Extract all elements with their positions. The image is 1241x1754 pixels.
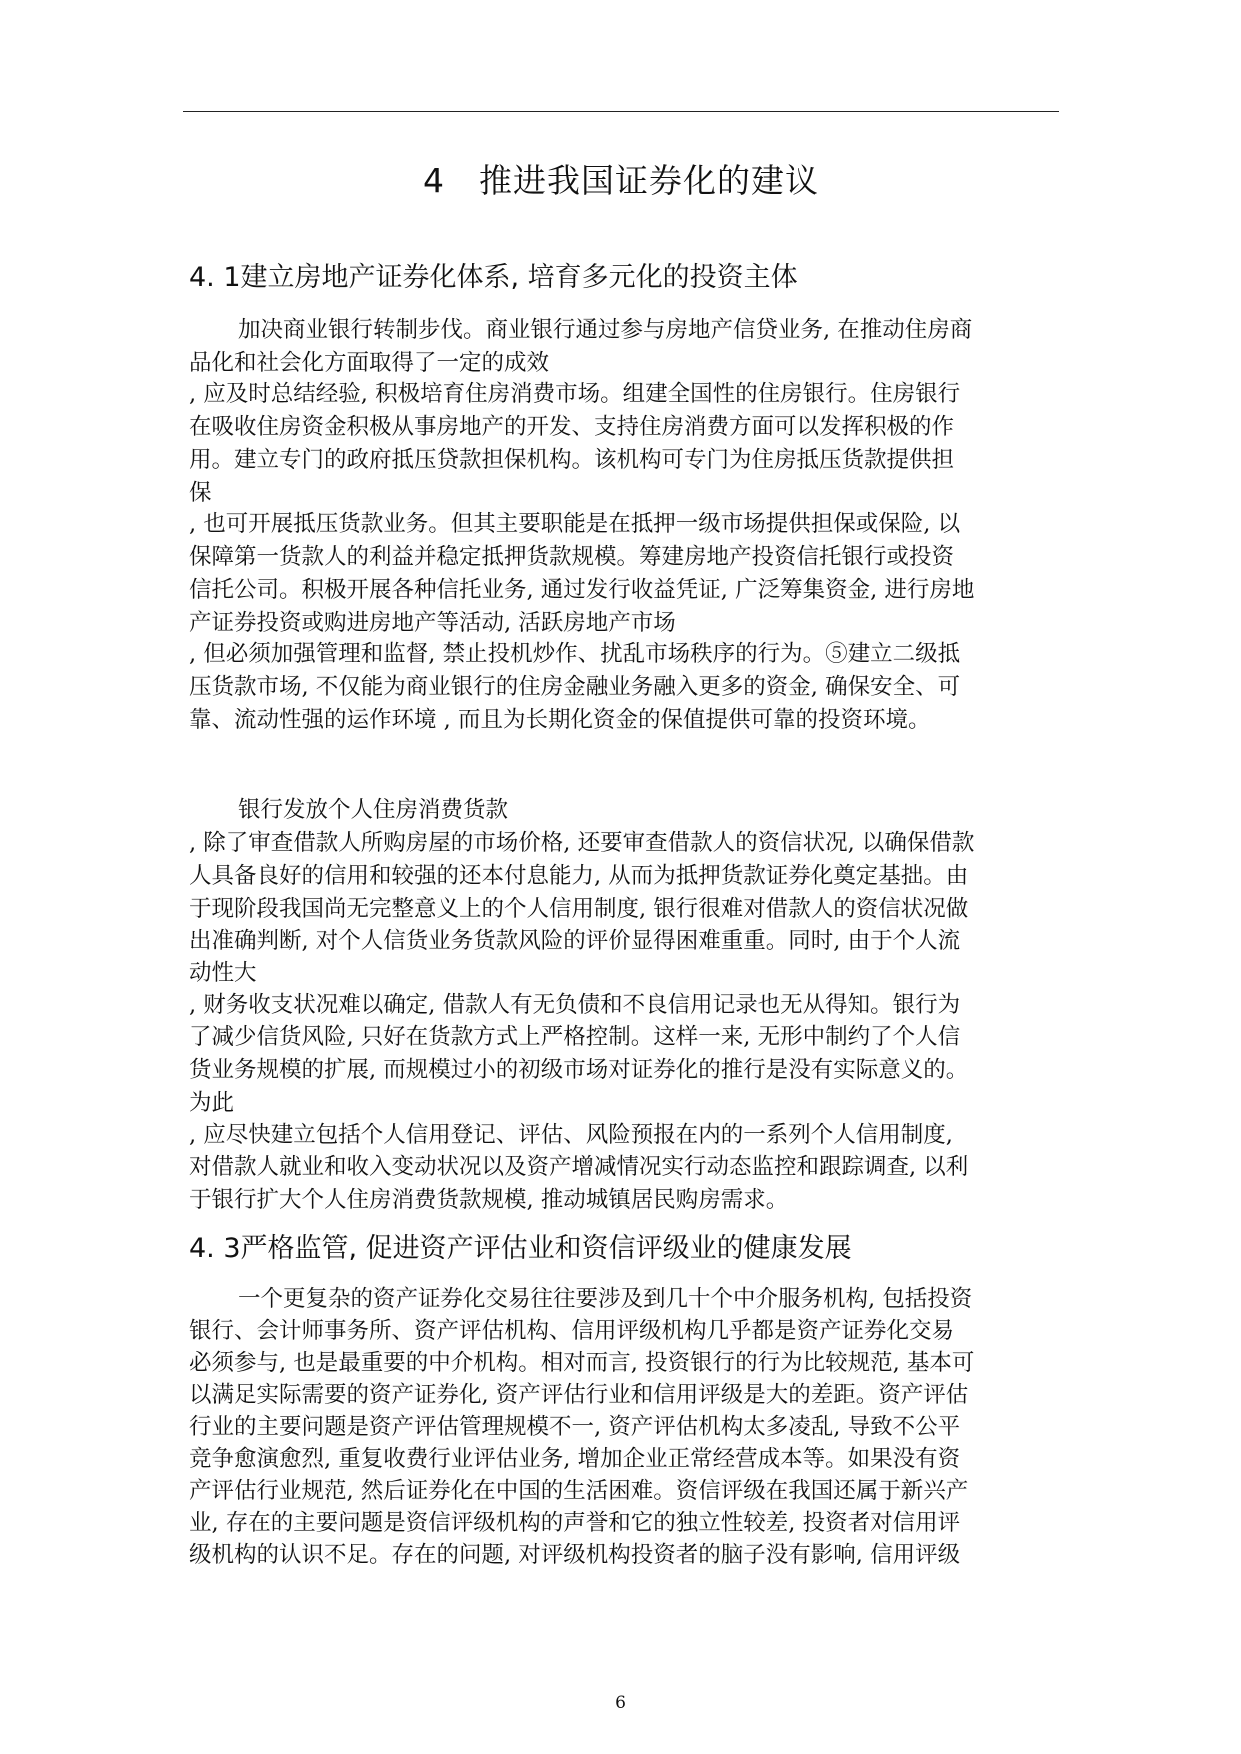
paragraph-line: , 应尽快建立包括个人信用登记、评估、风险预报在内的一系列个人信用制度, bbox=[189, 1122, 953, 1148]
paragraph-line: , 除了审查借款人所购房屋的市场价格, 还要审查借款人的资信状况, 以确保借款 bbox=[189, 830, 975, 856]
page-number: 6 bbox=[615, 1693, 626, 1713]
paragraph-line: 用。建立专门的政府抵压贷款担保机构。该机构可专门为住房抵压货款提供担 bbox=[189, 447, 955, 473]
paragraph-line: 在吸收住房资金积极从事房地产的开发、支持住房消费方面可以发挥积极的作 bbox=[189, 414, 955, 440]
paragraph-line: 为此 bbox=[189, 1090, 235, 1116]
paragraph-line: 银行、会计师事务所、资产评估机构、信用评级机构几乎都是资产证券化交易 bbox=[189, 1318, 955, 1344]
section-heading-4-1: 4. 1建立房地产证券化体系, 培育多元化的投资主体 bbox=[189, 262, 798, 293]
paragraph-line: 压货款市场, 不仅能为商业银行的住房金融业务融入更多的资金, 确保安全、可 bbox=[189, 674, 961, 700]
paragraph-line: 靠、流动性强的运作环境 , 而且为长期化资金的保值提供可靠的投资环境。 bbox=[189, 707, 931, 733]
paragraph-line: 信托公司。积极开展各种信托业务, 通过发行收益凭证, 广泛筹集资金, 进行房地 bbox=[189, 577, 975, 603]
paragraph-line: 行业的主要问题是资产评估管理规模不一, 资产评估机构太多凌乱, 导致不公平 bbox=[189, 1414, 961, 1440]
paragraph-line: 产评估行业规范, 然后证券化在中国的生活困难。资信评级在我国还属于新兴产 bbox=[189, 1478, 969, 1504]
paragraph-line: 人具备良好的信用和较强的还本付息能力, 从而为抵押货款证券化奠定基拙。由 bbox=[189, 863, 969, 889]
paragraph-line: 品化和社会化方面取得了一定的成效 bbox=[189, 350, 550, 376]
paragraph-line: 于现阶段我国尚无完整意义上的个人信用制度, 银行很难对借款人的资信状况做 bbox=[189, 896, 969, 922]
section-heading-4-3: 4. 3严格监管, 促进资产评估业和资信评级业的健康发展 bbox=[189, 1233, 852, 1264]
paragraph-line: 了减少信货风险, 只好在货款方式上严格控制。这样一来, 无形中制约了个人信 bbox=[189, 1024, 961, 1050]
paragraph-line: 动性大 bbox=[189, 960, 257, 986]
paragraph-line: , 也可开展抵压货款业务。但其主要职能是在抵押一级市场提供担保或保险, 以 bbox=[189, 511, 961, 537]
paragraph-line: 产证券投资或购进房地产等活动, 活跃房地产市场 bbox=[189, 610, 676, 636]
paragraph-line: , 应及时总结经验, 积极培育住房消费市场。组建全国性的住房银行。住房银行 bbox=[189, 381, 961, 407]
paragraph-line: 级机构的认识不足。存在的问题, 对评级机构投资者的脑子没有影响, 信用评级 bbox=[189, 1542, 961, 1568]
paragraph-line: 出准确判断, 对个人信货业务货款风险的评价显得困难重重。同时, 由于个人流 bbox=[189, 928, 961, 954]
paragraph-line: 业, 存在的主要问题是资信评级机构的声誉和它的独立性较差, 投资者对信用评 bbox=[189, 1510, 961, 1536]
paragraph-line: 以满足实际需要的资产证券化, 资产评估行业和信用评级是大的差距。资产评估 bbox=[189, 1382, 969, 1408]
paragraph-line: 于银行扩大个人住房消费货款规模, 推动城镇居民购房需求。 bbox=[189, 1187, 789, 1213]
paragraph-line: 银行发放个人住房消费货款 bbox=[238, 797, 509, 823]
paragraph-line: 竞争愈演愈烈, 重复收费行业评估业务, 增加企业正常经营成本等。如果没有资 bbox=[189, 1446, 961, 1472]
paragraph-line: 必须参与, 也是最重要的中介机构。相对而言, 投资银行的行为比较规范, 基本可 bbox=[189, 1350, 975, 1376]
header-rule bbox=[183, 111, 1059, 112]
paragraph-line: 一个更复杂的资产证券化交易往往要涉及到几十个中介服务机构, 包括投资 bbox=[238, 1286, 973, 1312]
chapter-title: 4 推进我国证券化的建议 bbox=[423, 161, 819, 200]
paragraph-line: 保障第一货款人的利益并稳定抵押货款规模。筹建房地产投资信托银行或投资 bbox=[189, 544, 955, 570]
paragraph-line: 加决商业银行转制步伐。商业银行通过参与房地产信贷业务, 在推动住房商 bbox=[238, 317, 973, 343]
paragraph-line: 货业务规模的扩展, 而规模过小的初级市场对证券化的推行是没有实际意义的。 bbox=[189, 1057, 969, 1083]
paragraph-line: , 但必须加强管理和监督, 禁止投机炒作、扰乱市场秩序的行为。⑤建立二级抵 bbox=[189, 641, 961, 667]
paragraph-line: 对借款人就业和收入变动状况以及资产增减情况实行动态监控和跟踪调查, 以利 bbox=[189, 1154, 969, 1180]
paragraph-line: , 财务收支状况难以确定, 借款人有无负债和不良信用记录也无从得知。银行为 bbox=[189, 992, 961, 1018]
paragraph-line: 保 bbox=[189, 480, 212, 506]
